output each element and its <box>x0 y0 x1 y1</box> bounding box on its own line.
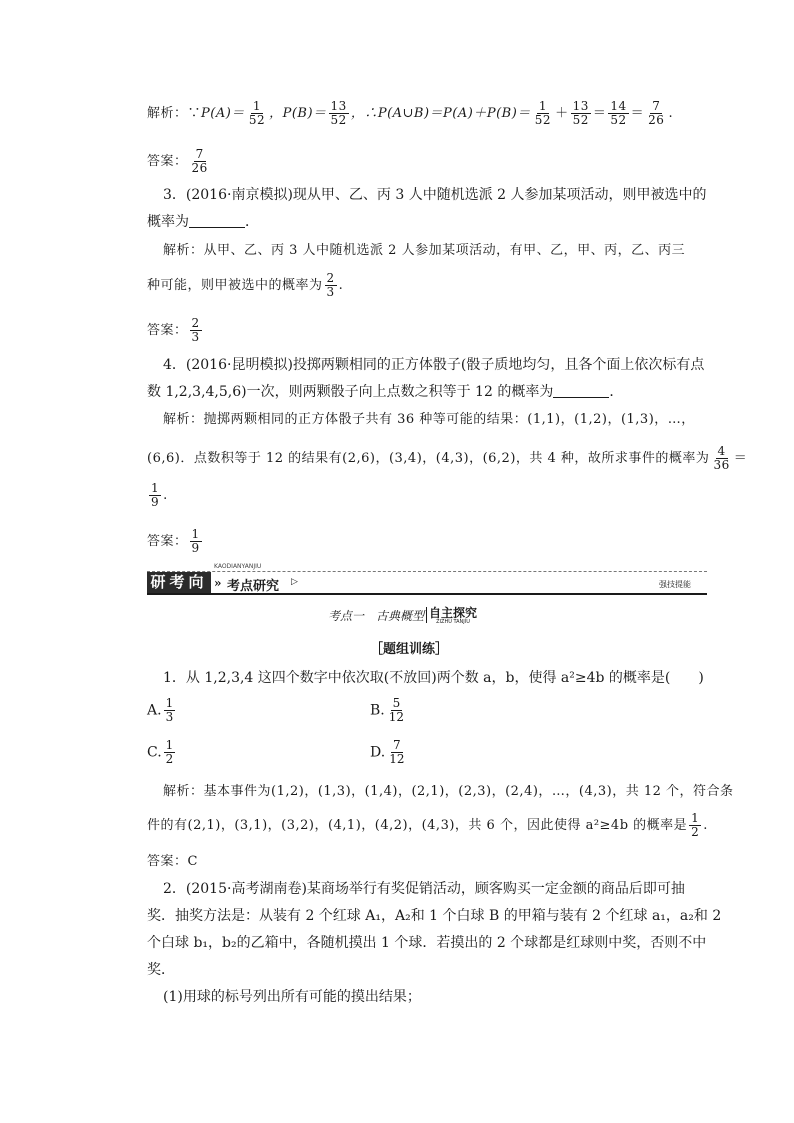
answer-line <box>147 148 212 175</box>
answer-fraction: $\frac{2}{3}$ <box>191 316 200 344</box>
fraction: $\frac{1}{9}$ <box>151 481 160 509</box>
self-study-badge: 自主探究 ZIZHU TANJIU <box>429 606 478 625</box>
training-1-stem: 1．从 1,2,3,4 这四个数字中依次取(不放回)两个数 a，b，使得 a²≥4b 的概率是( ) <box>163 670 704 686</box>
fraction: $\frac{13}{52}$ <box>572 99 589 127</box>
solution-line: 解析：抛掷两颗相同的正方体骰子共有 36 种等可能的结果：(1,1)，(1,2)，(1,3)，…， <box>163 412 695 427</box>
answer-fraction: $\frac{1}{9}$ <box>191 527 200 555</box>
banner-tag: 研考向 <box>147 572 211 593</box>
expr-text: ，P(B)＝ <box>269 106 327 121</box>
fraction: $\frac{14}{52}$ <box>610 99 627 127</box>
answer-blank <box>189 213 245 228</box>
training-2-line-2: 奖．抽奖方法是：从装有 2 个红球 A₁，A₂和 1 个白球 B 的甲箱与装有 2 个红球 a₁，a₂和 2 <box>147 908 722 924</box>
training-2-line-3: 个白球 b₁，b₂的乙箱中，各随机摸出 1 个球．若摸出的 2 个球都是红球则中奖，否则不中 <box>147 935 707 951</box>
question-4-line-2: 数 1,2,3,4,5,6)一次，则两颗骰子向上点数之积等于 12 的概率为 ． <box>147 384 624 400</box>
expr-text: ，∴P(A∪B)＝P(A)＋P(B)＝ <box>350 106 531 121</box>
fraction: $\frac{1}{52}$ <box>534 99 552 127</box>
solution-line: (6,6)．点数积等于 12 的结果有(2,6)，(3,4)，(4,3)，(6,2)，共 4 种，故所求事件的概率为 $\frac{4}{36}$ ＝ <box>147 444 748 472</box>
solution-line: 解析：基本事件为(1,2)，(1,3)，(1,4)，(2,1)，(2,3)，(2,4)，…，(4,3)，共 12 个，符合条 <box>163 784 734 799</box>
fraction: $\frac{13}{52}$ <box>330 99 347 127</box>
topic-label: 考点一 古典概型 <box>328 609 425 623</box>
fraction: $\frac{1}{2}$ <box>691 811 700 839</box>
answer-line <box>147 317 204 344</box>
banner-dashed-rule <box>147 571 707 572</box>
topic-heading <box>328 607 477 625</box>
option-a: A. $\frac{1}{3}$ <box>147 696 174 724</box>
fraction: $\frac{1}{52}$ <box>248 99 266 127</box>
solution-label: 解析： <box>147 106 188 121</box>
answer-line <box>147 528 204 555</box>
answer-label: 答案： <box>147 154 188 169</box>
banner-right-label: 强技提能 <box>659 580 691 589</box>
fraction: $\frac{7}{26}$ <box>648 99 665 127</box>
double-chevron-icon: » <box>214 576 222 590</box>
solution-line: 解析：从甲、乙、丙 3 人中随机选派 2 人参加某项活动，有甲、乙，甲、丙，乙、丙三 <box>163 243 686 258</box>
answer-label: 答案： <box>147 323 188 338</box>
question-3-line-2: 概率为 ． <box>147 214 259 230</box>
banner-pinyin: KAODIANYANJIU <box>214 563 262 570</box>
answer-label: 答案： <box>147 534 188 549</box>
option-c: C. $\frac{1}{2}$ <box>147 738 174 766</box>
training-2-sub-question: (1)用球的标号列出所有可能的摸出结果； <box>163 989 421 1005</box>
solution-line: 件的有(2,1)，(3,1)，(3,2)，(4,1)，(4,2)，(4,3)，共 6 个，因此使得 a²≥4b 的概率是 $\frac{1}{2}$ . <box>147 811 708 839</box>
play-icon: ▷ <box>291 577 298 587</box>
solution-line: 种可能，则甲被选中的概率为 $\frac{2}{3}$ . <box>147 271 344 299</box>
group-training-heading: ［题组训练］ <box>370 642 449 657</box>
training-2-line-4: 奖． <box>147 962 175 978</box>
banner-rule <box>147 593 707 595</box>
question-3-line-1: 3．(2016·南京模拟)现从甲、乙、丙 3 人中随机选派 2 人参加某项活动，则甲被选中的 <box>163 187 707 203</box>
question-4-line-1: 4．(2016·昆明模拟)投掷两颗相同的正方体骰子(骰子质地均匀，且各个面上依次标有点 <box>163 357 705 373</box>
training-2-line-1: 2．(2015·高考湖南卷)某商场举行有奖促销活动，顾客购买一定金额的商品后即可抽 <box>163 881 685 897</box>
section-banner <box>147 563 707 595</box>
answer-fraction: $\frac{7}{26}$ <box>191 147 208 175</box>
expr-text: P(A)＝ <box>201 106 245 121</box>
option-b: B. $\frac{5}{12}$ <box>370 696 405 724</box>
fraction: $\frac{2}{3}$ <box>326 271 335 299</box>
answer-blank <box>553 383 609 398</box>
answer-line: 答案：C <box>147 854 198 869</box>
fraction: $\frac{4}{36}$ <box>713 444 730 472</box>
solution-line: 解析：∵P(A)＝ $\frac{1}{52}$ ，P(B)＝ $\frac{13}{52}$ ，∴P(A∪B)＝P(A)＋P(B)＝ $\frac{1}{52}$ ＋ $\frac{13}{52}$ ＝ $\frac{14}{52}$ ＝ $\frac{7}{26}$ . <box>147 99 674 127</box>
banner-title: 考点研究 <box>227 579 280 594</box>
option-d: D. $\frac{7}{12}$ <box>370 738 405 766</box>
solution-line: $\frac{1}{9}$ . <box>151 481 168 509</box>
since-symbol: ∵ <box>187 106 202 121</box>
